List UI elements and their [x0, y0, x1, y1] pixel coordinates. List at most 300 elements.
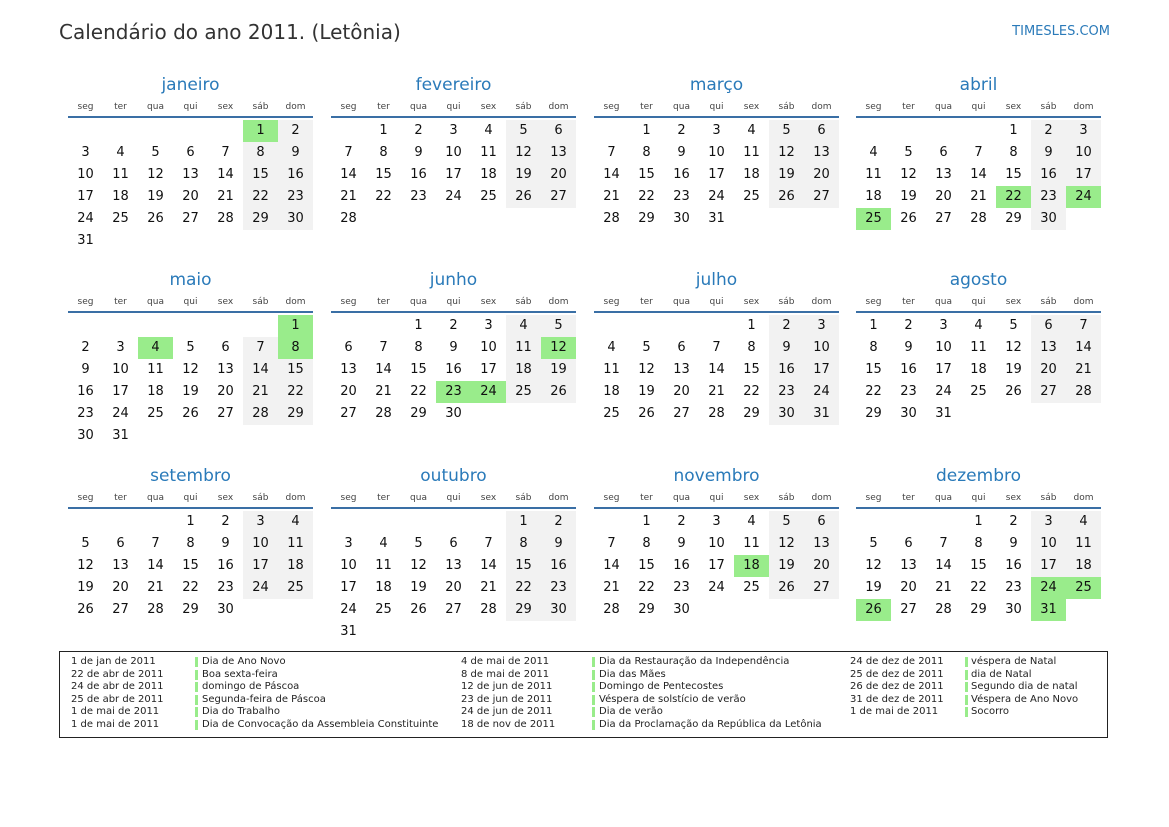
day-cell: 10 [804, 337, 839, 359]
day-cell: 17 [804, 359, 839, 381]
day-cell: 12 [1005, 340, 1022, 355]
day-cell: 11 [970, 340, 987, 355]
weekday-label: qua [673, 102, 690, 112]
day-cell: 15 [638, 167, 655, 182]
day-cell: 11 [147, 362, 164, 377]
weekday-label: ter [114, 297, 127, 307]
day-cell: 25 [375, 602, 392, 617]
day-cell: 5 [506, 120, 541, 142]
legend-marker [965, 670, 968, 680]
day-cell: 9 [677, 145, 686, 160]
day-cell: 11 [112, 167, 129, 182]
weekday-label: ter [377, 493, 390, 503]
day-cell: 25 [506, 381, 541, 403]
month-janeiro [68, 74, 313, 252]
day-cell: 21 [480, 580, 497, 595]
day-cell: 24 [243, 577, 278, 599]
day-cell: 18 [743, 167, 760, 182]
day-cell: 20 [217, 384, 234, 399]
day-cell: 27 [340, 406, 357, 421]
holiday-day: 24 [1031, 577, 1066, 599]
legend-name: véspera de Natal [971, 656, 1057, 667]
month-name: junho [429, 270, 478, 290]
month-name: setembro [150, 466, 231, 486]
day-cell: 15 [1005, 167, 1022, 182]
legend-name: Dia de verão [599, 706, 663, 718]
month-junho [331, 269, 576, 425]
day-cell: 9 [904, 340, 913, 355]
legend-marker [592, 720, 595, 730]
weekday-label: seg [77, 493, 94, 503]
site-link[interactable]: TIMESLES.COM [1012, 24, 1110, 39]
day-cell: 8 [747, 340, 756, 355]
day-cell: 23 [278, 186, 313, 208]
weekday-label: ter [640, 493, 653, 503]
days-grid [68, 120, 313, 252]
day-cell: 13 [1031, 337, 1066, 359]
weekday-label: seg [340, 493, 357, 503]
weekday-header [331, 98, 576, 118]
day-cell: 6 [221, 340, 230, 355]
legend-date: 22 de abr de 2011 [71, 668, 164, 680]
weekday-label: sáb [252, 102, 269, 112]
weekday-label: sáb [778, 493, 795, 503]
day-cell: 26 [506, 186, 541, 208]
day-cell: 26 [541, 381, 576, 403]
day-cell: 21 [243, 381, 278, 403]
day-cell: 16 [1031, 164, 1066, 186]
day-cell: 24 [708, 580, 725, 595]
legend-marker [965, 682, 968, 692]
weekday-label: seg [865, 102, 882, 112]
weekday-label: sáb [515, 102, 532, 112]
month-abril [856, 74, 1101, 230]
day-cell: 26 [769, 186, 804, 208]
day-cell: 12 [506, 142, 541, 164]
day-cell: 2 [677, 123, 686, 138]
weekday-label: dom [811, 102, 832, 112]
day-cell: 18 [970, 362, 987, 377]
day-cell: 3 [1066, 120, 1101, 142]
day-cell: 21 [147, 580, 164, 595]
days-grid [68, 315, 313, 447]
weekday-label: sex [217, 493, 234, 503]
day-cell: 3 [712, 514, 721, 529]
day-cell: 26 [1005, 384, 1022, 399]
day-cell: 20 [182, 189, 199, 204]
legend-name: Dia de Convocação da Assembleia Constituinte [202, 718, 439, 730]
day-cell: 24 [935, 384, 952, 399]
legend-date: 12 de jun de 2011 [461, 681, 553, 693]
weekday-label: ter [902, 493, 915, 503]
day-cell: 19 [865, 580, 882, 595]
legend-marker [195, 707, 198, 717]
day-cell: 15 [970, 558, 987, 573]
weekday-label: qui [446, 102, 461, 112]
legend-marker [195, 720, 198, 730]
day-cell: 5 [414, 536, 423, 551]
day-cell: 19 [410, 580, 427, 595]
day-cell: 27 [804, 577, 839, 599]
day-cell: 6 [677, 340, 686, 355]
day-cell: 8 [506, 533, 541, 555]
holiday-day: 24 [471, 381, 506, 403]
weekday-label: dom [811, 493, 832, 503]
day-cell: 18 [147, 384, 164, 399]
weekday-label: qua [673, 297, 690, 307]
legend-marker [592, 695, 595, 705]
weekday-label: dom [1073, 102, 1094, 112]
day-cell: 19 [1005, 362, 1022, 377]
weekday-label: sex [480, 297, 497, 307]
day-cell: 4 [747, 123, 756, 138]
day-cell: 9 [541, 533, 576, 555]
day-cell: 1 [1009, 123, 1018, 138]
day-cell: 22 [638, 189, 655, 204]
holiday-legend [59, 651, 1108, 738]
day-cell: 24 [445, 189, 462, 204]
day-cell: 8 [642, 145, 651, 160]
day-cell: 20 [541, 164, 576, 186]
day-cell: 1 [642, 123, 651, 138]
day-cell: 13 [445, 558, 462, 573]
day-cell: 7 [221, 145, 230, 160]
days-grid [856, 315, 1101, 425]
day-cell: 23 [673, 580, 690, 595]
day-cell: 16 [278, 164, 313, 186]
day-cell: 4 [869, 145, 878, 160]
weekday-label: qua [935, 102, 952, 112]
day-cell: 19 [900, 189, 917, 204]
day-cell: 13 [804, 142, 839, 164]
day-cell: 9 [769, 337, 804, 359]
day-cell: 23 [77, 406, 94, 421]
holiday-day: 26 [856, 599, 891, 621]
legend-marker [195, 695, 198, 705]
legend-date: 18 de nov de 2011 [461, 718, 556, 730]
weekday-label: ter [377, 102, 390, 112]
day-cell: 12 [865, 558, 882, 573]
month-maio [68, 269, 313, 447]
day-cell: 10 [112, 362, 129, 377]
legend-date: 24 de abr de 2011 [71, 681, 164, 693]
day-cell: 29 [638, 211, 655, 226]
legend-date: 25 de dez de 2011 [850, 668, 944, 680]
weekday-header [331, 489, 576, 509]
day-cell: 29 [865, 406, 882, 421]
day-cell: 27 [1031, 381, 1066, 403]
day-cell: 28 [708, 406, 725, 421]
day-cell: 28 [217, 211, 234, 226]
weekday-label: sáb [778, 297, 795, 307]
day-cell: 2 [677, 514, 686, 529]
day-cell: 2 [904, 318, 913, 333]
day-cell: 8 [642, 536, 651, 551]
weekday-label: sáb [252, 297, 269, 307]
day-cell: 10 [445, 145, 462, 160]
day-cell: 28 [935, 602, 952, 617]
weekday-label: qui [709, 102, 724, 112]
day-cell: 8 [379, 145, 388, 160]
day-cell: 3 [484, 318, 493, 333]
day-cell: 27 [217, 406, 234, 421]
month-março [594, 74, 839, 230]
day-cell: 9 [414, 145, 423, 160]
day-cell: 20 [673, 384, 690, 399]
weekday-label: dom [811, 297, 832, 307]
legend-name: Dia das Mães [599, 668, 666, 680]
day-cell: 22 [638, 580, 655, 595]
day-cell: 5 [869, 536, 878, 551]
day-cell: 12 [182, 362, 199, 377]
day-cell: 14 [375, 362, 392, 377]
weekday-label: qui [971, 297, 986, 307]
day-cell: 19 [147, 189, 164, 204]
weekday-header [594, 293, 839, 313]
day-cell: 21 [603, 580, 620, 595]
day-cell: 15 [410, 362, 427, 377]
holiday-day: 1 [278, 315, 313, 337]
day-cell: 15 [278, 359, 313, 381]
day-cell: 18 [112, 189, 129, 204]
day-cell: 4 [607, 340, 616, 355]
day-cell: 20 [340, 384, 357, 399]
day-cell: 29 [182, 602, 199, 617]
day-cell: 14 [1066, 337, 1101, 359]
day-cell: 15 [182, 558, 199, 573]
weekday-header [68, 98, 313, 118]
day-cell: 7 [1066, 315, 1101, 337]
day-cell: 11 [375, 558, 392, 573]
day-cell: 14 [147, 558, 164, 573]
day-cell: 18 [865, 189, 882, 204]
weekday-label: ter [640, 102, 653, 112]
day-cell: 15 [375, 167, 392, 182]
day-cell: 7 [712, 340, 721, 355]
day-cell: 16 [900, 362, 917, 377]
day-cell: 4 [379, 536, 388, 551]
holiday-day: 18 [734, 555, 769, 577]
day-cell: 10 [1066, 142, 1101, 164]
day-cell: 20 [804, 555, 839, 577]
weekday-header [68, 293, 313, 313]
day-cell: 6 [804, 511, 839, 533]
day-cell: 18 [278, 555, 313, 577]
day-cell: 7 [344, 145, 353, 160]
holiday-day: 24 [1066, 186, 1101, 208]
day-cell: 19 [77, 580, 94, 595]
day-cell: 23 [541, 577, 576, 599]
legend-name: Dia da Proclamação da República da Letônia [599, 718, 822, 730]
day-cell: 2 [414, 123, 423, 138]
weekday-label: qua [935, 493, 952, 503]
legend-marker [592, 670, 595, 680]
weekday-label: dom [548, 297, 569, 307]
day-cell: 12 [147, 167, 164, 182]
day-cell: 5 [151, 145, 160, 160]
day-cell: 6 [904, 536, 913, 551]
day-cell: 25 [603, 406, 620, 421]
legend-name: Dia da Restauração da Independência [599, 656, 790, 667]
day-cell: 11 [743, 536, 760, 551]
month-name: fevereiro [415, 75, 492, 95]
day-cell: 8 [186, 536, 195, 551]
weekday-label: dom [285, 493, 306, 503]
day-cell: 2 [221, 514, 230, 529]
weekday-header [856, 489, 1101, 509]
weekday-label: sáb [778, 102, 795, 112]
day-cell: 10 [1031, 533, 1066, 555]
day-cell: 6 [344, 340, 353, 355]
day-cell: 8 [1009, 145, 1018, 160]
day-cell: 16 [77, 384, 94, 399]
weekday-label: sex [217, 102, 234, 112]
day-cell: 4 [278, 511, 313, 533]
weekday-label: sex [743, 493, 760, 503]
month-name: janeiro [161, 75, 220, 95]
legend-date: 26 de dez de 2011 [850, 681, 944, 693]
legend-name: Socorro [971, 706, 1010, 718]
day-cell: 2 [1031, 120, 1066, 142]
day-cell: 17 [1066, 164, 1101, 186]
legend-marker [965, 695, 968, 705]
day-cell: 22 [506, 577, 541, 599]
day-cell: 24 [708, 189, 725, 204]
weekday-label: qui [446, 493, 461, 503]
weekday-label: sex [1005, 297, 1022, 307]
month-julho [594, 269, 839, 425]
day-cell: 3 [243, 511, 278, 533]
day-cell: 21 [935, 580, 952, 595]
day-cell: 4 [484, 123, 493, 138]
day-cell: 17 [340, 580, 357, 595]
day-cell: 30 [1031, 208, 1066, 230]
day-cell: 14 [217, 167, 234, 182]
days-grid [68, 511, 313, 621]
day-cell: 21 [708, 384, 725, 399]
month-name: julho [695, 270, 738, 290]
weekday-label: dom [285, 297, 306, 307]
day-cell: 4 [747, 514, 756, 529]
weekday-label: qua [147, 493, 164, 503]
day-cell: 15 [638, 558, 655, 573]
legend-marker [195, 682, 198, 692]
day-cell: 20 [112, 580, 129, 595]
day-cell: 2 [449, 318, 458, 333]
day-cell: 19 [506, 164, 541, 186]
days-grid [856, 120, 1101, 230]
day-cell: 16 [1005, 558, 1022, 573]
day-cell: 21 [1066, 359, 1101, 381]
day-cell: 28 [375, 406, 392, 421]
day-cell: 3 [344, 536, 353, 551]
legend-marker [195, 657, 198, 667]
holiday-day: 31 [1031, 599, 1066, 621]
days-grid [594, 120, 839, 230]
day-cell: 18 [480, 167, 497, 182]
day-cell: 13 [182, 167, 199, 182]
day-cell: 17 [935, 362, 952, 377]
weekday-label: qua [147, 297, 164, 307]
day-cell: 16 [673, 167, 690, 182]
day-cell: 4 [1066, 511, 1101, 533]
weekday-label: seg [340, 297, 357, 307]
day-cell: 5 [642, 340, 651, 355]
day-cell: 1 [186, 514, 195, 529]
day-cell: 8 [974, 536, 983, 551]
weekday-label: qua [410, 297, 427, 307]
day-cell: 16 [217, 558, 234, 573]
day-cell: 28 [603, 602, 620, 617]
day-cell: 3 [81, 145, 90, 160]
day-cell: 5 [541, 315, 576, 337]
day-cell: 29 [638, 602, 655, 617]
holiday-day: 22 [996, 186, 1031, 208]
day-cell: 13 [673, 362, 690, 377]
day-cell: 19 [541, 359, 576, 381]
day-cell: 28 [243, 403, 278, 425]
day-cell: 14 [935, 558, 952, 573]
legend-name: Segundo dia de natal [971, 681, 1078, 693]
day-cell: 1 [414, 318, 423, 333]
day-cell: 10 [708, 145, 725, 160]
day-cell: 9 [1009, 536, 1018, 551]
day-cell: 29 [506, 599, 541, 621]
weekday-label: qua [673, 493, 690, 503]
day-cell: 30 [77, 428, 94, 443]
day-cell: 30 [673, 602, 690, 617]
weekday-label: ter [377, 297, 390, 307]
day-cell: 9 [81, 362, 90, 377]
day-cell: 9 [1031, 142, 1066, 164]
legend-date: 1 de mai de 2011 [850, 706, 939, 718]
weekday-label: qui [183, 493, 198, 503]
legend-name: Segunda-feira de Páscoa [202, 693, 326, 705]
day-cell: 30 [445, 406, 462, 421]
day-cell: 5 [769, 120, 804, 142]
month-name: março [689, 75, 744, 95]
day-cell: 23 [410, 189, 427, 204]
day-cell: 28 [340, 211, 357, 226]
day-cell: 25 [743, 580, 760, 595]
day-cell: 30 [769, 403, 804, 425]
month-name: maio [169, 270, 212, 290]
day-cell: 26 [147, 211, 164, 226]
day-cell: 22 [410, 384, 427, 399]
day-cell: 31 [935, 406, 952, 421]
weekday-label: sáb [1040, 493, 1057, 503]
day-cell: 12 [410, 558, 427, 573]
day-cell: 30 [278, 208, 313, 230]
day-cell: 15 [506, 555, 541, 577]
weekday-label: dom [548, 493, 569, 503]
day-cell: 11 [278, 533, 313, 555]
day-cell: 27 [112, 602, 129, 617]
day-cell: 7 [974, 145, 983, 160]
day-cell: 22 [743, 384, 760, 399]
day-cell: 17 [112, 384, 129, 399]
day-cell: 3 [804, 315, 839, 337]
weekday-label: sáb [515, 493, 532, 503]
day-cell: 20 [1031, 359, 1066, 381]
day-cell: 18 [1066, 555, 1101, 577]
weekday-label: seg [603, 297, 620, 307]
weekday-label: seg [77, 297, 94, 307]
day-cell: 14 [708, 362, 725, 377]
day-cell: 26 [410, 602, 427, 617]
days-grid [594, 511, 839, 621]
day-cell: 23 [900, 384, 917, 399]
